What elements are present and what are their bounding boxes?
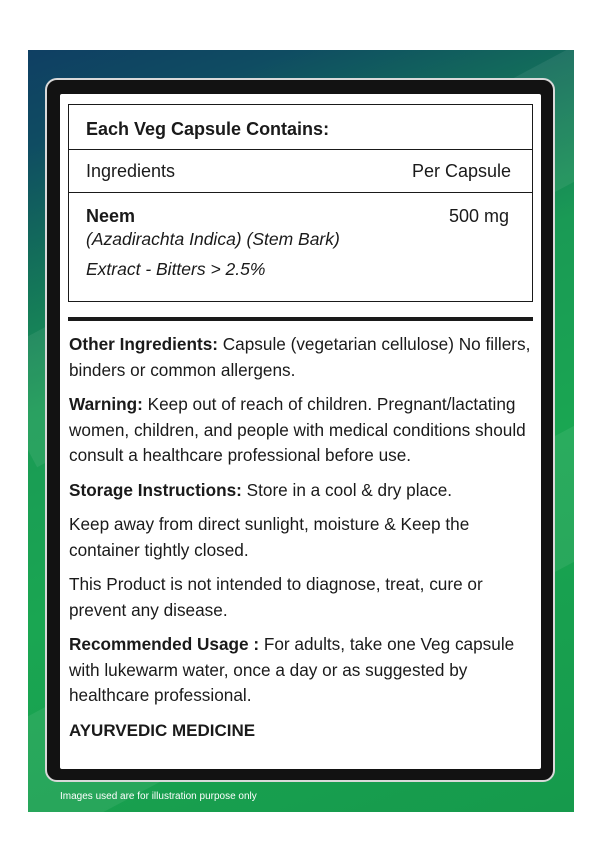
ingredient-amount: 500 mg bbox=[448, 206, 509, 226]
section-divider bbox=[68, 317, 533, 321]
other-ingredients-label: Other Ingredients: bbox=[69, 334, 218, 354]
storage-label: Storage Instructions: bbox=[69, 479, 242, 500]
category-heading: AYURVEDIC MEDICINE bbox=[69, 720, 256, 740]
header-ingredients: Ingredients bbox=[86, 160, 176, 181]
ingredient-name: Neem bbox=[86, 206, 136, 226]
storage-text: Store in a cool & dry place. bbox=[246, 479, 453, 500]
usage-label: Recommended Usage : bbox=[69, 634, 260, 654]
table-row bbox=[69, 193, 532, 280]
sunlight-paragraph: Keep away from direct sunlight, moisture & Keep the container tightly closed. bbox=[69, 514, 470, 560]
table-header-row bbox=[69, 150, 532, 193]
warning-text: Keep out of reach of children. Pregnant/lactating women, children, and people with medical conditions should consult a healthcare professional before use. bbox=[69, 394, 526, 465]
warning-label: Warning: bbox=[69, 394, 143, 414]
header-per-capsule: Per Capsule bbox=[411, 160, 511, 181]
warning-paragraph bbox=[69, 392, 531, 469]
other-ingredients-text: Capsule (vegetarian cellulose) No fillers, binders or common allergens. bbox=[69, 334, 531, 380]
usage-text: For adults, take one Veg capsule with lukewarm water, once a day or as suggested by healthcare professional. bbox=[69, 634, 515, 705]
storage-paragraph bbox=[69, 478, 531, 504]
other-ingredients-paragraph bbox=[69, 332, 531, 383]
illustration-disclaimer: Images used are for illustration purpose only bbox=[60, 791, 257, 802]
table-title: Each Veg Capsule Contains: bbox=[69, 105, 532, 150]
ingredient-scientific-name: (Azadirachta Indica) (Stem Bark) bbox=[86, 229, 340, 249]
ingredient-extract: Extract - Bitters > 2.5% bbox=[86, 259, 266, 279]
label-body bbox=[69, 332, 531, 743]
usage-paragraph bbox=[69, 632, 531, 709]
supplement-facts-table bbox=[68, 104, 533, 302]
disclaimer-paragraph: This Product is not intended to diagnose, treat, cure or prevent any disease. bbox=[69, 574, 483, 620]
